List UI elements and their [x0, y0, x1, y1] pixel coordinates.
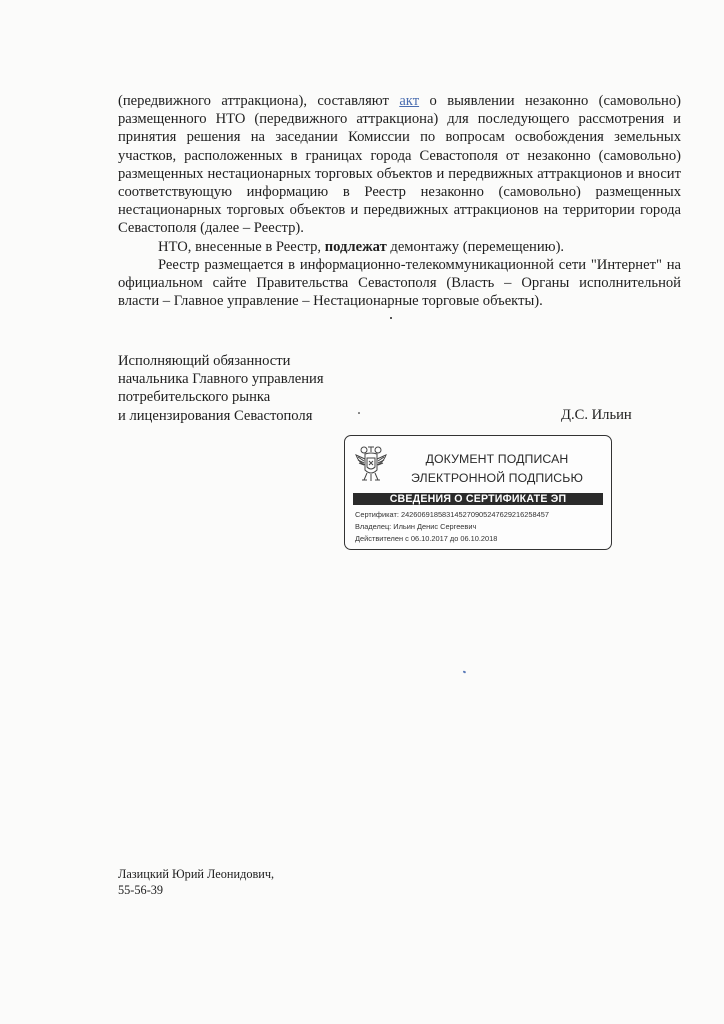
signer-name: Д.С. Ильин [561, 407, 632, 423]
emphasis-subject-to: подлежат [324, 238, 387, 255]
paragraph-act-text-start: (передвижного аттракциона), составляют [118, 93, 400, 109]
paragraph-registry: Реестр размещается в информационно-телекоммуникационной сети "Интернет" на официальном сайте Правительства Севастополя (Власть – Органы исполнительной власти – Главное управление – Нестационарные торговые объекты). [118, 256, 681, 310]
scan-speck [463, 670, 466, 673]
document-body [118, 92, 681, 310]
electronic-signature-stamp [344, 435, 612, 550]
certificate-validity: Действителен с 06.10.2017 до 06.10.2018 [355, 534, 498, 543]
paragraph-dismantling-text-end: демонтажу (перемещению). [386, 238, 565, 255]
certificate-number: Сертификат: 242606918583145270905247629216258457 [355, 510, 549, 519]
stamp-subtitle: ЭЛЕКТРОННОЙ ПОДПИСЬЮ [411, 471, 583, 485]
executor-contact [118, 866, 274, 898]
scan-speck [358, 412, 360, 414]
stamp-title: ДОКУМЕНТ ПОДПИСАН [425, 452, 569, 466]
paragraph-act-text-end: о выявлении незаконно (самовольно) размещенного НТО (передвижного аттракциона) для последующего рассмотрения и принятия решения на заседании Комиссии по вопросам освобождения земельных участков, расположенных в границах города Севастополя от незаконно (самовольно) размещенных нестационарных торговых объектов и передвижных аттракционов и вносит соответствующую информацию в Реестр незаконно (самовольно) размещенных нестационарных торговых объектов и передвижных аттракционов на территории города Севастополя (далее – Реестр). [118, 93, 681, 237]
certificate-info-bar: СВЕДЕНИЯ О СЕРТИФИКАТЕ ЭП [353, 493, 603, 505]
executor-phone: 55-56-39 [118, 883, 164, 897]
paragraph-dismantling-text-start: НТО, внесенные в Реестр, [158, 238, 325, 255]
signatory-line: и лицензирования Севастополя [118, 407, 313, 424]
signatory-position [118, 352, 358, 425]
certificate-owner: Владелец: Ильин Денис Сергеевич [355, 522, 477, 531]
signatory-line: начальника Главного управления [118, 371, 324, 388]
scan-speck [390, 317, 392, 319]
executor-name: Лазицкий Юрий Леонидович, [118, 867, 275, 881]
signatory-line: потребительского рынка [118, 389, 271, 406]
paragraph-act [118, 92, 681, 238]
signatory-line: Исполняющий обязанности [118, 353, 291, 369]
paragraph-dismantling [118, 238, 681, 256]
coat-of-arms-icon [353, 443, 389, 483]
act-link[interactable]: акт [399, 93, 420, 109]
